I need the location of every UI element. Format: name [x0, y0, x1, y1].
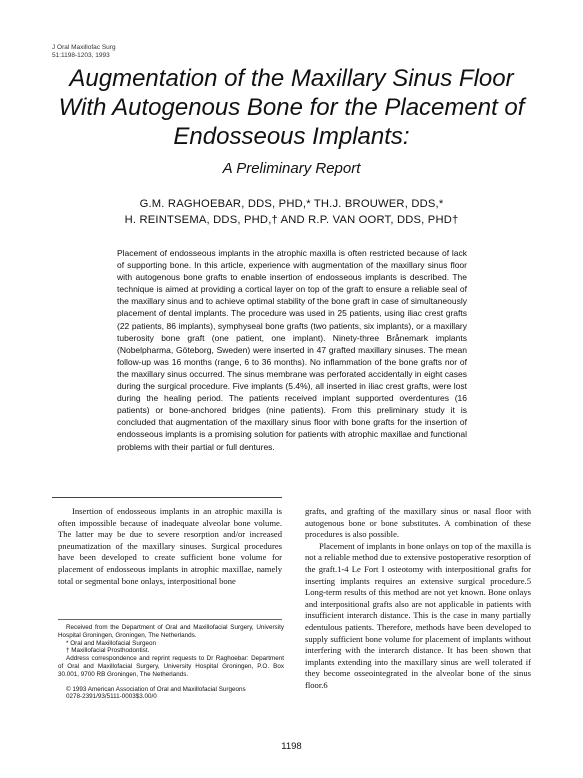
body-paragraph: Insertion of endosseous implants in an atrophic maxilla is often impossible because of inadequate alveolar bone volume. The latter may be due to severe resorption and/or increased pneumatization of the maxillary sinuses. Surgical procedures have been developed to create sufficient bone volume for placement of endosseous implants in atrophic maxillae, namely total or segmental bone onlays, interpositional bone: [58, 506, 282, 586]
footnote-divider: [58, 619, 282, 620]
author-list: [0, 196, 583, 228]
body-column-left: [58, 506, 282, 587]
footnote-1: * Oral and Maxillofacial Surgeon: [66, 639, 156, 647]
article-title: [20, 64, 563, 151]
body-paragraph: grafts, and grafting of the maxillary sinus or nasal floor with autogenous bone or bone substitutes. A combination of these procedures is also possible.: [305, 506, 531, 540]
footnote-correspondence: Address correspondence and reprint requests to Dr Raghoebar: Department of Oral and Maxillofacial Surgery, University Hospital Groningen, P.O. Box 30.001, 9700 RB Groningen, The Netherlands.: [58, 655, 284, 678]
journal-volume: 51:1198-1203, 1993: [52, 52, 110, 59]
title-line-2: With Autogenous Bone for the Placement of: [58, 94, 525, 121]
journal-name: J Oral Maxillofac Surg: [52, 44, 116, 51]
title-line-1: Augmentation of the Maxillary Sinus Floor: [69, 65, 514, 92]
footnote-issn: 0278-2391/93/5111-0003$3.00/0: [66, 693, 157, 701]
footnote-2: † Maxillofacial Prosthodontist.: [66, 647, 150, 655]
page-number: 1198: [281, 741, 302, 752]
authors-line-1: G.M. RAGHOEBAR, DDS, PHD,* TH.J. BROUWER, DDS,*: [139, 198, 444, 210]
footnote-copyright: © 1993 American Association of Oral and Maxillofacial Surgeons: [66, 685, 246, 693]
footnote-received: Received from the Department of Oral and Maxillofacial Surgery, University Hospital Groningen, Groningen, The Netherlands.: [58, 624, 284, 639]
authors-line-2: H. REINTSEMA, DDS, PHD,† AND R.P. VAN OORT, DDS, PHD†: [124, 214, 459, 226]
footnotes: [58, 624, 284, 701]
section-divider: [52, 497, 282, 498]
body-paragraph: Placement of implants in bone onlays on top of the maxilla is not a reliable method due to extensive postoperative resorption of the graft.1-4 Le Fort I osteotomy with interpositional grafts for inserting implants requires an extensive surgical procedure.5 Long-term results of this method are not yet known. Bone onlays and interpositional grafts also are not applicable in patients with insufficient interarch distance. This is the case in many partially edentulous patients. Therefore, methods have been developed to supply sufficient bone volume for placement of implants without interfering with the interarch distance. It has been shown that implants extending into the maxillary sinus are well tolerated if they become osseointegrated in the alveolar bone of the sinus floor.6: [305, 540, 531, 690]
title-line-3: Endosseous Implants:: [173, 123, 410, 150]
abstract: Placement of endosseous implants in the atrophic maxilla is often restricted because of lack of supporting bone. In this article, experience with augmentation of the maxillary sinus floor with autogenous bone grafts to enable insertion of endosseous implants is described. The technique is aimed at providing a cortical layer on top of the graft to ensure a reliable seal of the maxillary sinus and to achieve optimal stability of the bone graft in case of simultaneously placement of dental implants. The procedure was used in 25 patients, using iliac crest grafts (22 patients, 86 implants), symphyseal bone grafts (two patients, six implants), or a maxillary tuberosity bone graft (one patient, one implant). Ninety-three Brånemark implants (Nobelpharma, Göteborg, Sweden) were inserted in 47 grafted maxillary sinuses. The mean follow-up was 16 months (range, 6 to 36 months). No inflammation of the bone grafts nor of the maxillary sinus occurred. The sinus membrane was perforated accidentally in eight cases during the surgical procedure. Five implants (5.4%), all inserted in iliac crest grafts, were lost during the healing period. The patients received implant supported overdentures (16 patients) or bone-anchored bridges (nine patients). From this preliminary study it is concluded that augmentation of the maxillary sinus floor with bone grafts for the insertion of endosseous implants is a promising solution for patients with atrophic maxillae and functional problems with their partial or full dentures.: [117, 248, 467, 452]
body-column-right: [305, 506, 531, 692]
journal-citation: [52, 44, 116, 60]
article-subtitle: A Preliminary Report: [222, 160, 361, 177]
